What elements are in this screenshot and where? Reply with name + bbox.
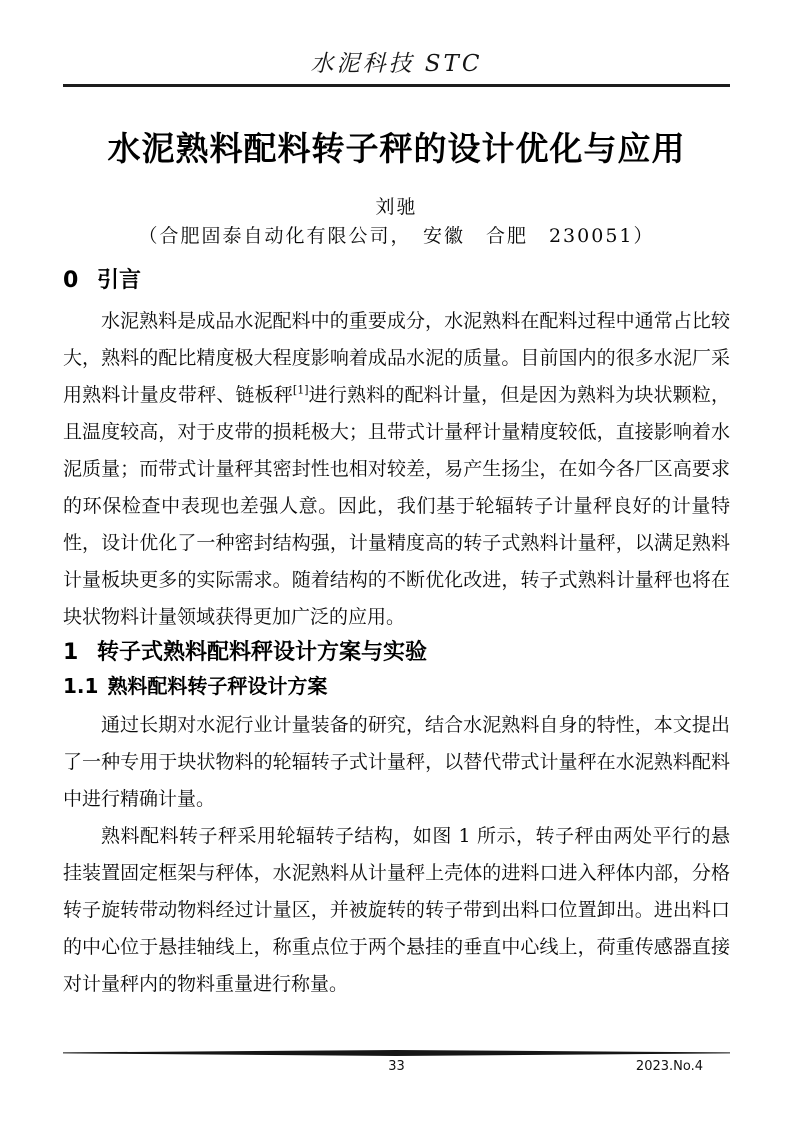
issue-number: 2023.No.4 <box>635 1059 703 1074</box>
header-rule <box>63 84 730 87</box>
intro-paragraph <box>63 303 730 636</box>
author-name: 刘驰 <box>375 196 418 218</box>
section-1-1-paragraph-1: 通过长期对水泥行业计量装备的研究，结合水泥熟料自身的特性，本文提出了一种专用于块状物料的轮辐转子式计量秤，以替代带式计量秤在水泥熟料配料中进行精确计量。 <box>63 714 730 810</box>
author-affiliation: （合肥固泰自动化有限公司， 安徽 合肥 230051） <box>138 225 655 247</box>
page-footer <box>63 1050 730 1078</box>
section-0-title: 引言 <box>97 268 142 293</box>
section-1-heading <box>63 639 730 667</box>
section-1-1-title: 熟料配料转子秤设计方案 <box>107 674 328 698</box>
section-0-number: 0 <box>63 268 79 293</box>
citation-reference: [1] <box>292 383 309 397</box>
intro-paragraph-text-after-citation: 进行熟料的配料计量，但是因为熟料为块状颗粒，且温度较高，对于皮带的损耗极大；且带式计量秤计量精度较低，直接影响着水泥质量；而带式计量秤其密封性也相对较差，易产生扬尘，在如今各厂区高要求的环保检查中表现也差强人意。因此，我们基于轮辐转子计量秤良好的计量特性，设计优化了一种密封结构强，计量精度高的转子式熟料计量秤，以满足熟料计量板块更多的实际需求。随着结构的不断优化改进，转子式熟料计量秤也将在块状物料计量领域获得更加广泛的应用。 <box>63 384 730 628</box>
page-number: 33 <box>388 1059 405 1074</box>
footer-row <box>63 1058 730 1078</box>
footer-tapered-rule <box>63 1050 730 1056</box>
journal-header <box>63 0 730 87</box>
section-1-number: 1 <box>63 640 79 665</box>
section-1-1-number: 1.1 <box>63 674 99 698</box>
section-1-1-paragraph-2: 熟料配料转子秤采用轮辐转子结构，如图 1 所示，转子秤由两处平行的悬挂装置固定框架与秤体，水泥熟料从计量秤上壳体的进料口进入秤体内部，分格转子旋转带动物料经过计量区，并被旋转的转子带到出料口位置卸出。进出料口的中心位于悬挂轴线上，称重点位于两个悬挂的垂直中心线上，荷重传感器直接对计量秤内的物料重量进行称量。 <box>63 825 730 995</box>
intro-paragraph-text-before-citation: 水泥熟料是成品水泥配料中的重要成分，水泥熟料在配料过程中通常占比较大，熟料的配比精度极大程度影响着成品水泥的质量。目前国内的很多水泥厂采用熟料计量皮带秤、链板秤 <box>63 310 730 406</box>
section-0-heading <box>63 267 730 295</box>
section-1-1-heading <box>63 673 730 699</box>
section-1-title: 转子式熟料配料秤设计方案与实验 <box>97 640 428 665</box>
journal-title: 水泥科技 STC <box>310 51 483 77</box>
article-title: 水泥熟料配料转子秤的设计优化与应用 <box>107 129 686 168</box>
